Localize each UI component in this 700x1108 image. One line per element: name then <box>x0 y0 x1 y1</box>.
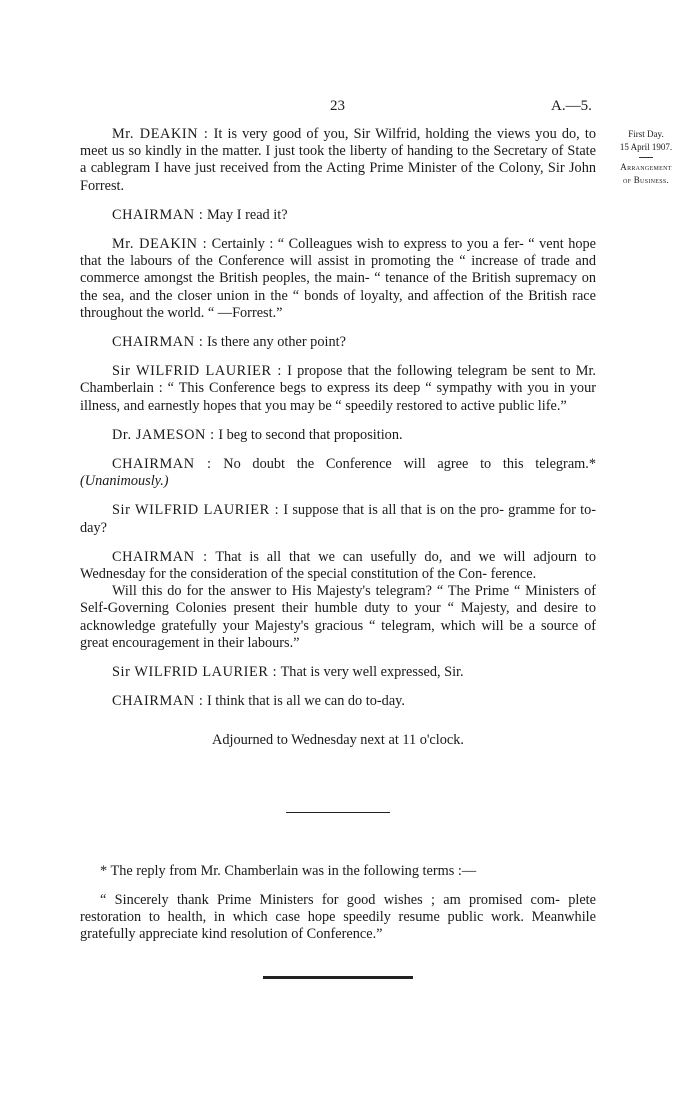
speaker-name: Dr. JAMESON : <box>112 426 215 443</box>
speaker-name: Sir WILFRID LAURIER : <box>112 502 280 519</box>
speech-text: No doubt the Conference will agree to this telegram.* <box>223 456 597 473</box>
paragraph-deakin-cablegram <box>80 126 596 195</box>
adjourned-notice: Adjourned to Wednesday next at 11 o'clock. <box>212 732 464 749</box>
footnote-reply: “ Sincerely thank Prime Ministers for good wishes ; am promised com- plete restoration to health, in which case hope speedily resume public work. Meanwhile gratefully appreciate kind resolution of Conference.” <box>80 891 596 943</box>
margin-day: First Day. <box>628 129 664 139</box>
paragraph-laurier-expressed <box>80 664 596 681</box>
speaker-name: CHAIRMAN : <box>112 206 204 223</box>
spacer <box>80 813 596 863</box>
speaker-name: Sir WILFRID LAURIER : <box>112 664 278 681</box>
document-reference: A.—5. <box>551 98 592 114</box>
paragraph-chairman-other-point <box>80 334 596 351</box>
speech-text: May I read it? <box>206 206 288 223</box>
speaker-name: CHAIRMAN : <box>112 548 208 565</box>
unanimously-note: (Unanimously.) <box>80 473 169 490</box>
paragraph-chairman-agree <box>80 456 596 490</box>
speech-text: I think that is all we can do to-day. <box>206 693 405 710</box>
speech-text: Is there any other point? <box>206 334 346 351</box>
speech-text: Will this do for the answer to His Majesty's telegram? “ The Prime “ Ministers of Self-Governing Colonies present their humble duty to your “ Majesty, and desire to acknowledge gratefully your Majesty's gracious “ telegram, which will be a source of great encouragement in their labours.” <box>80 583 596 651</box>
speech-text: It is very good of you, Sir Wilfrid, holding the views you do, to meet us so kindly in the matter. I just took the liberty of handing to the Secretary of State a cablegram I have just received from the Acting Prime Minister of the Colony, Sir John Forrest. <box>80 126 597 194</box>
speech-text: That is very well expressed, Sir. <box>280 664 464 681</box>
paragraph-chairman-adjourn <box>80 549 596 583</box>
margin-topic-line1: Arrangement <box>620 162 672 172</box>
speech-text: I beg to second that proposition. <box>218 426 403 443</box>
paragraph-majesty-answer <box>80 583 596 652</box>
paragraph-laurier-telegram <box>80 363 596 415</box>
speaker-name: Sir WILFRID LAURIER : <box>112 363 282 380</box>
speaker-name: Mr. DEAKIN : <box>112 126 209 142</box>
paragraph-jameson-second <box>80 427 596 444</box>
margin-date: 15 April 1907. <box>619 142 673 152</box>
paragraph-chairman-read <box>80 207 596 224</box>
speech-text: That is all that we can usefully do, and we will adjourn to Wednesday for the consideration of the special constitution of the Con- ference. <box>80 548 596 583</box>
speaker-name: CHAIRMAN : <box>112 456 212 473</box>
margin-note <box>610 128 682 187</box>
paragraph-deakin-message <box>80 236 596 322</box>
page-number: 23 <box>330 98 345 114</box>
paragraph-laurier-programme <box>80 502 596 536</box>
speech-text: Certainly : “ Colleagues wish to express to you a fer- “ vent hope that the labours of the Conference will assist in promoting the “ increase of trade and commerce amongst the British peoples, the main- “ tenance of the British supremacy on the sea, and the closer union in the “ bonds of loyalty, and affection of the British race throughout the world. “ —Forrest.” <box>80 236 596 321</box>
margin-topic-line2: of Business. <box>622 175 670 185</box>
speaker-name: CHAIRMAN : <box>112 693 204 710</box>
paragraph-chairman-final <box>80 693 596 710</box>
speech-text: I suppose that is all that is on the pro- gramme for to-day? <box>80 502 596 536</box>
speech-text: I propose that the following telegram be sent to Mr. Chamberlain : “ This Conference begs to express its deep “ sympathy with you in your illness, and earnestly hopes that you may be “ speedily restored to active public life.” <box>80 363 597 414</box>
margin-divider <box>639 157 653 158</box>
speaker-name: CHAIRMAN : <box>112 334 204 351</box>
proceedings-text <box>80 126 596 979</box>
spacer <box>80 762 596 812</box>
end-rule <box>263 976 413 979</box>
footnote-intro: * The reply from Mr. Chamberlain was in the following terms :— <box>100 862 477 879</box>
speaker-name: Mr. DEAKIN : <box>112 236 208 253</box>
